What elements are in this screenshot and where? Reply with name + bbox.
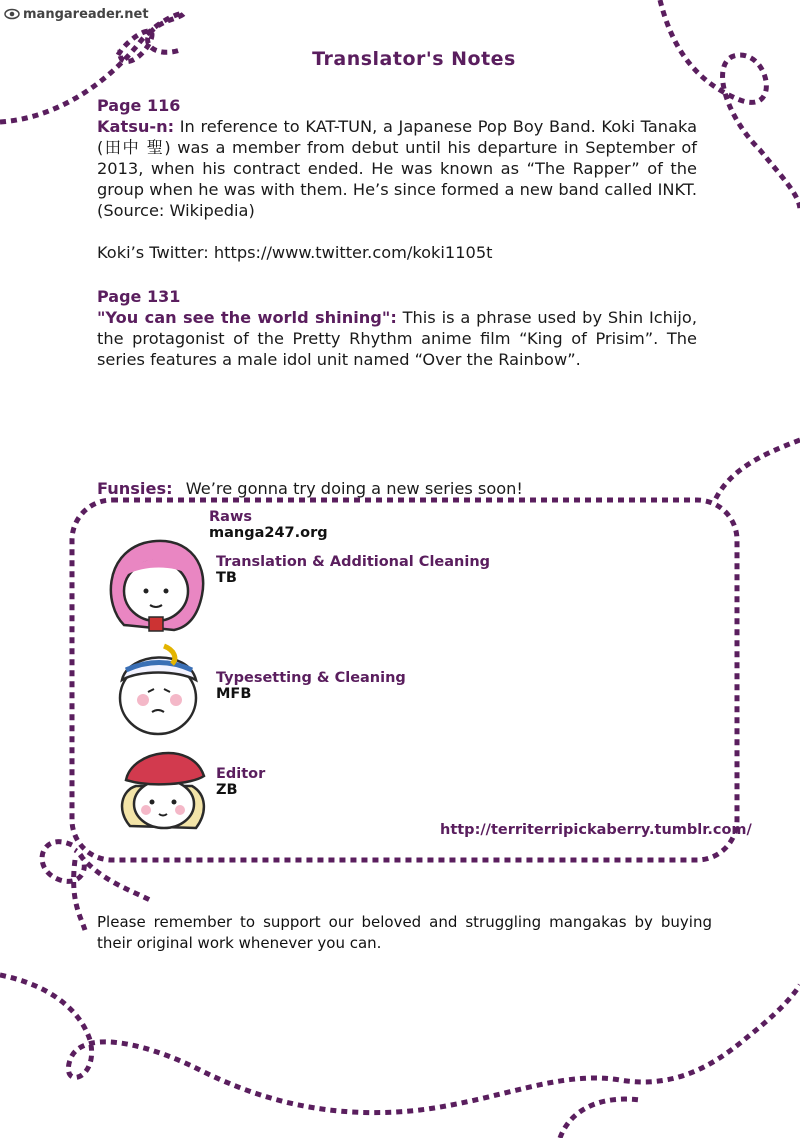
bottom-wave xyxy=(0,975,800,1113)
eye-logo-icon xyxy=(4,6,20,22)
avatar-tb xyxy=(104,535,209,635)
note-page-131 xyxy=(97,286,697,370)
note-page-116 xyxy=(97,95,697,263)
tumblr-link[interactable]: http://territerripickaberry.tumblr.com/ xyxy=(440,822,752,838)
credit-translation xyxy=(216,554,490,586)
watermark-text: mangareader.net xyxy=(23,6,149,22)
credit-role: Editor xyxy=(216,766,266,782)
watermark xyxy=(4,6,149,22)
credit-editor xyxy=(216,766,265,798)
avatar-zb xyxy=(112,740,212,840)
note-text: This is a phrase used by Shin Ichijo, the protagonist of the Pretty Rhythm anime film “King of Prisim”. The series features a male idol unit named “Over the Rainbow”. xyxy=(97,308,697,369)
credit-role: Typesetting & Cleaning xyxy=(216,670,406,686)
funsies-label: Funsies: xyxy=(97,479,173,498)
note-body xyxy=(97,116,697,221)
support-message: Please remember to support our beloved and struggling mangakas by buying their original work whenever you can. xyxy=(97,913,712,952)
page-title: Translator's Notes xyxy=(312,48,516,70)
raws-credit xyxy=(209,509,328,541)
credit-name: MFB xyxy=(216,686,252,702)
raws-label: Raws xyxy=(209,509,252,525)
funsies-text: We’re gonna try doing a new series soon! xyxy=(185,479,523,498)
note-term: "You can see the world shining": xyxy=(97,308,397,327)
note-text: In reference to KAT-TUN, a Japanese Pop Boy Band. Koki Tanaka (田中 聖) was a member from debut until his departure in September of 2013, when his contract ended. He was known as “The Rapper” of the group when he was with them. He’s since formed a new band called INKT. (Source: Wikipedia) xyxy=(97,117,697,220)
credit-typesetting xyxy=(216,670,406,702)
note-page-label: Page 116 xyxy=(97,96,181,115)
note-page-label: Page 131 xyxy=(97,287,181,306)
credit-name: ZB xyxy=(216,782,238,798)
note-body xyxy=(97,307,697,370)
note-term: Katsu-n: xyxy=(97,117,175,136)
credit-role: Translation & Additional Cleaning xyxy=(216,554,491,570)
avatar-mfb xyxy=(108,640,208,740)
raws-source: manga247.org xyxy=(209,525,328,541)
funsies-line xyxy=(97,478,697,499)
credit-name: TB xyxy=(216,570,237,586)
twitter-line: Koki’s Twitter: https://www.twitter.com/koki1105t xyxy=(97,243,493,262)
